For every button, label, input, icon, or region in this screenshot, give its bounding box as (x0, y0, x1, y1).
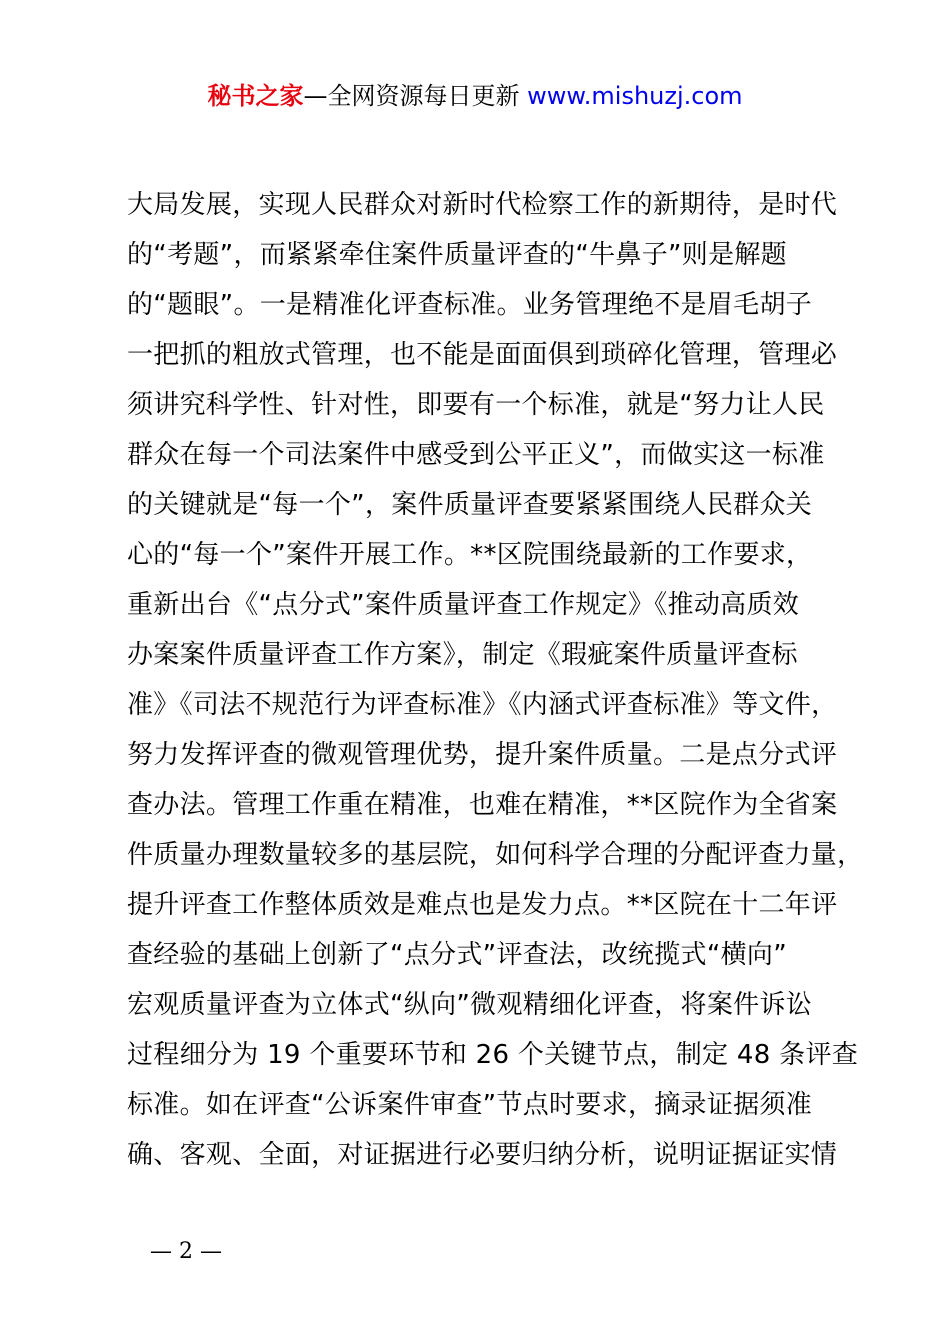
text-line: 重新出台《“点分式”案件质量评查工作规定》《推动高质效 (127, 590, 800, 620)
text-line: 群众在每一个司法案件中感受到公平正义”，而做实这一标准 (127, 440, 825, 470)
text-line: 的“题眼”。一是精准化评查标准。业务管理绝不是眉毛胡子 (127, 290, 813, 320)
page-number: — 2 — (150, 1239, 222, 1264)
text-line: 提升评查工作整体质效是难点也是发力点。**区院在十二年评 (127, 890, 838, 920)
brand-name: 秘书之家 (207, 82, 304, 110)
document-body (127, 180, 867, 1180)
text-line: 准》《司法不规范行为评查标准》《内涵式评查标准》等文件， (127, 690, 838, 720)
text-line: 须讲究科学性、针对性，即要有一个标准，就是“努力让人民 (127, 390, 825, 420)
page-header (0, 78, 950, 114)
text-line: 确、客观、全面，对证据进行必要归纳分析，说明证据证实情 (127, 1140, 838, 1170)
text-line: 努力发挥评查的微观管理优势，提升案件质量。二是点分式评 (127, 740, 838, 770)
text-line: 办案案件质量评查工作方案》，制定《瑕疵案件质量评查标 (127, 640, 798, 670)
text-line: 查经验的基础上创新了“点分式”评查法，改统揽式“横向” (127, 940, 787, 970)
site-url-link[interactable]: www.mishuzj.com (527, 82, 743, 110)
text-line: 宏观质量评查为立体式“纵向”微观精细化评查，将案件诉讼 (127, 990, 813, 1020)
text-line: 查办法。管理工作重在精准，也难在精准，**区院作为全省案 (127, 790, 838, 820)
text-line: 过程细分为 19 个重要环节和 26 个关键节点，制定 48 条评查 (127, 1040, 859, 1070)
text-line: 一把抓的粗放式管理，也不能是面面俱到琐碎化管理，管理必 (127, 340, 838, 370)
header-tagline: —全网资源每日更新 (303, 82, 520, 110)
text-line: 标准。如在评查“公诉案件审查”节点时要求，摘录证据须准 (127, 1090, 813, 1120)
text-line: 心的“每一个”案件开展工作。**区院围绕最新的工作要求， (127, 540, 813, 570)
text-line: 大局发展，实现人民群众对新时代检察工作的新期待，是时代 (127, 190, 838, 220)
text-line: 的“考题”，而紧紧牵住案件质量评查的“牛鼻子”则是解题 (127, 240, 787, 270)
text-line: 件质量办理数量较多的基层院，如何科学合理的分配评查力量， (127, 840, 864, 870)
text-line: 的关键就是“每一个”，案件质量评查要紧紧围绕人民群众关 (127, 490, 813, 520)
